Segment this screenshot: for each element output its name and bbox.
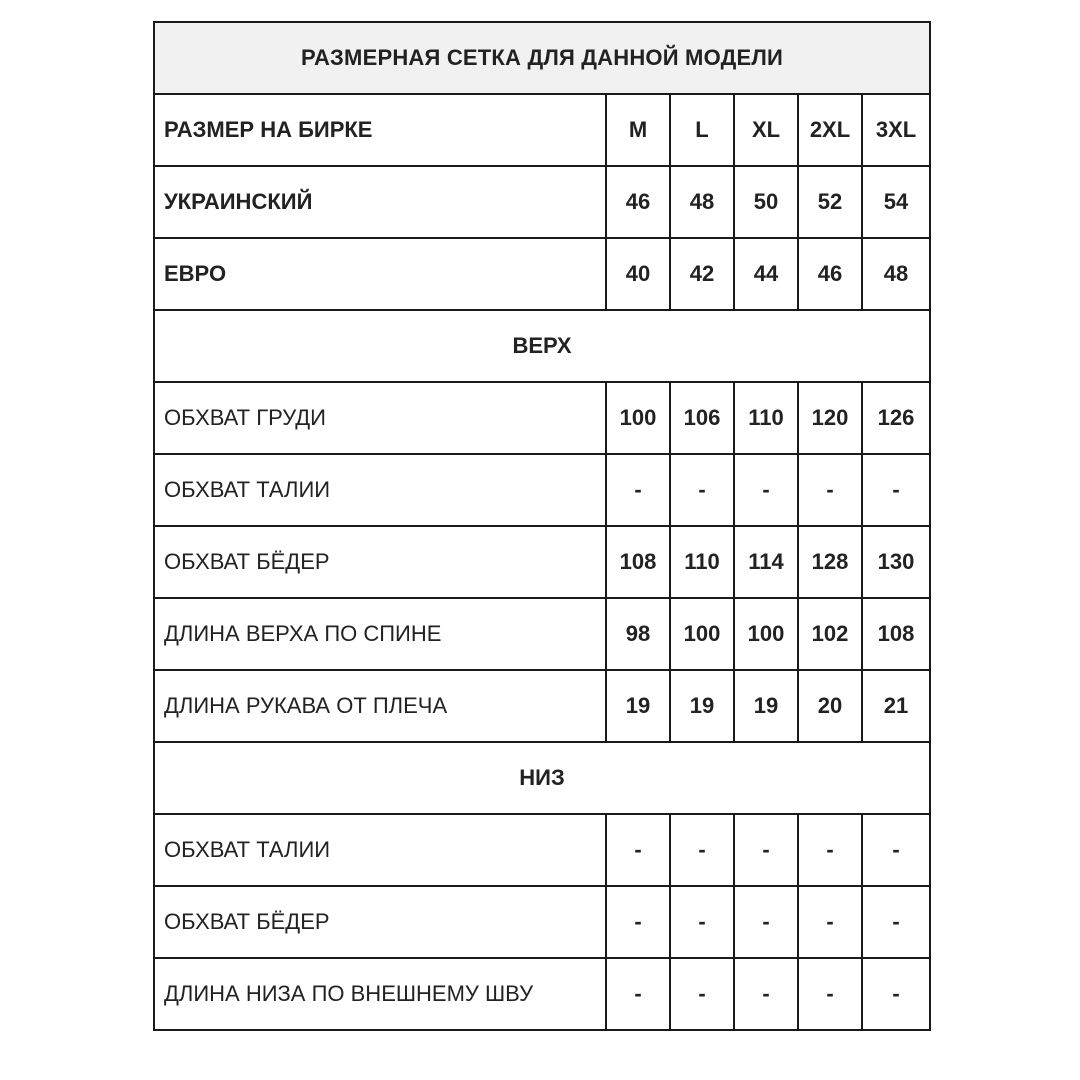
size-value: M	[606, 94, 670, 166]
measure-value: 19	[734, 670, 798, 742]
measure-value: 19	[606, 670, 670, 742]
measure-value: -	[670, 958, 734, 1030]
measure-value: 100	[670, 598, 734, 670]
measure-value: -	[798, 886, 862, 958]
measure-value: 21	[862, 670, 930, 742]
row-label: ОБХВАТ ГРУДИ	[154, 382, 606, 454]
header-row-tag-size	[154, 94, 930, 166]
measure-value: -	[606, 454, 670, 526]
measure-value: 126	[862, 382, 930, 454]
row-label: ДЛИНА ВЕРХА ПО СПИНЕ	[154, 598, 606, 670]
measure-value: -	[862, 958, 930, 1030]
measure-value: 108	[606, 526, 670, 598]
measure-value: -	[862, 454, 930, 526]
measure-value: -	[670, 886, 734, 958]
section-title: НИЗ	[154, 742, 930, 814]
measure-value: 98	[606, 598, 670, 670]
measure-value: -	[734, 958, 798, 1030]
size-value: 48	[862, 238, 930, 310]
size-value: 50	[734, 166, 798, 238]
measure-row	[154, 958, 930, 1030]
size-value: 44	[734, 238, 798, 310]
row-label: ОБХВАТ ТАЛИИ	[154, 454, 606, 526]
measure-value: -	[606, 886, 670, 958]
measure-value: -	[734, 454, 798, 526]
measure-value: -	[606, 814, 670, 886]
measure-value: 100	[606, 382, 670, 454]
measure-value: 130	[862, 526, 930, 598]
table-title: РАЗМЕРНАЯ СЕТКА ДЛЯ ДАННОЙ МОДЕЛИ	[154, 22, 930, 94]
size-value: 52	[798, 166, 862, 238]
measure-row	[154, 526, 930, 598]
size-value: 46	[798, 238, 862, 310]
measure-row	[154, 598, 930, 670]
size-value: L	[670, 94, 734, 166]
row-label: УКРАИНСКИЙ	[154, 166, 606, 238]
measure-value: -	[734, 886, 798, 958]
measure-row	[154, 814, 930, 886]
size-chart-table	[153, 21, 931, 1031]
measure-value: 110	[670, 526, 734, 598]
row-label: ОБХВАТ БЁДЕР	[154, 886, 606, 958]
size-value: 54	[862, 166, 930, 238]
measure-row	[154, 382, 930, 454]
section-row-bottom	[154, 742, 930, 814]
measure-value: 110	[734, 382, 798, 454]
measure-value: 128	[798, 526, 862, 598]
measure-value: -	[862, 886, 930, 958]
measure-value: -	[798, 958, 862, 1030]
measure-value: 120	[798, 382, 862, 454]
row-label: ДЛИНА РУКАВА ОТ ПЛЕЧА	[154, 670, 606, 742]
measure-value: -	[670, 814, 734, 886]
size-value: 48	[670, 166, 734, 238]
size-value: XL	[734, 94, 798, 166]
measure-value: 106	[670, 382, 734, 454]
size-value: 46	[606, 166, 670, 238]
measure-value: 102	[798, 598, 862, 670]
size-value: 40	[606, 238, 670, 310]
measure-value: -	[734, 814, 798, 886]
header-row-ukrainian	[154, 166, 930, 238]
size-value: 2XL	[798, 94, 862, 166]
section-title: ВЕРХ	[154, 310, 930, 382]
measure-value: 100	[734, 598, 798, 670]
measure-value: -	[606, 958, 670, 1030]
row-label: ДЛИНА НИЗА ПО ВНЕШНЕМУ ШВУ	[154, 958, 606, 1030]
measure-value: 19	[670, 670, 734, 742]
measure-value: -	[862, 814, 930, 886]
measure-value: 20	[798, 670, 862, 742]
title-row	[154, 22, 930, 94]
size-value: 42	[670, 238, 734, 310]
measure-row	[154, 670, 930, 742]
row-label: ЕВРО	[154, 238, 606, 310]
measure-value: 108	[862, 598, 930, 670]
size-value: 3XL	[862, 94, 930, 166]
row-label: ОБХВАТ ТАЛИИ	[154, 814, 606, 886]
row-label: ОБХВАТ БЁДЕР	[154, 526, 606, 598]
measure-value: 114	[734, 526, 798, 598]
measure-value: -	[798, 814, 862, 886]
header-row-euro	[154, 238, 930, 310]
section-row-top	[154, 310, 930, 382]
measure-row	[154, 454, 930, 526]
measure-row	[154, 886, 930, 958]
measure-value: -	[670, 454, 734, 526]
row-label: РАЗМЕР НА БИРКЕ	[154, 94, 606, 166]
measure-value: -	[798, 454, 862, 526]
